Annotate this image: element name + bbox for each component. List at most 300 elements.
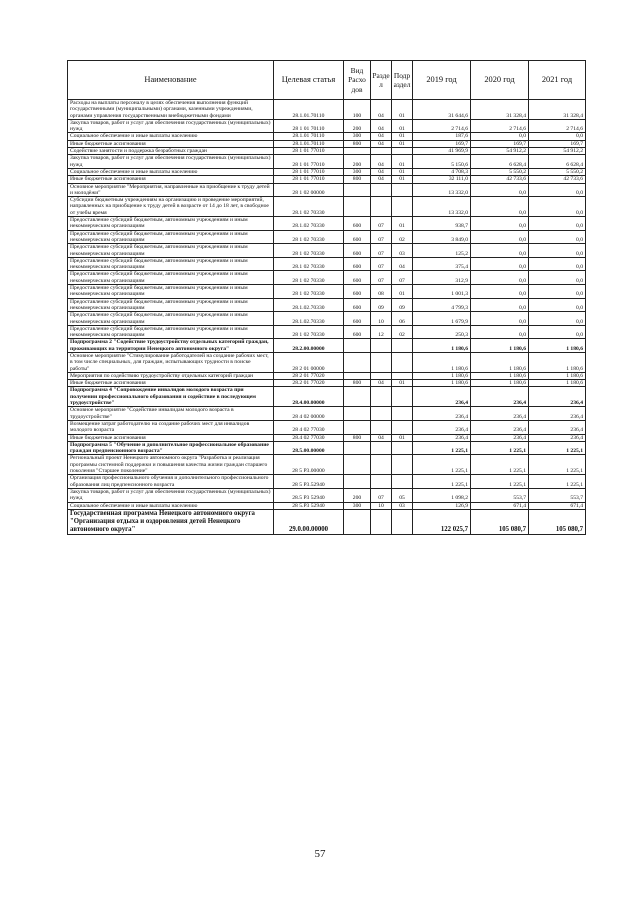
row-value-2021: 1 225,1 <box>529 441 586 455</box>
row-target-article: 28.2 01 77020 <box>274 380 344 387</box>
row-value-2020: 0,0 <box>471 312 529 326</box>
row-value-2019: 312,9 <box>413 271 471 285</box>
row-subsection: 01 <box>392 176 413 183</box>
row-expense-kind <box>344 372 371 379</box>
row-target-article: 28.1.01.70110 <box>274 140 344 147</box>
row-name: Предоставление субсидий бюджетным, автономным учреждениям и иным некоммерческим организациям <box>68 244 274 258</box>
row-value-2019: 3 849,0 <box>413 230 471 244</box>
row-value-2020: 1 225,1 <box>471 475 529 489</box>
row-subsection: 01 <box>392 285 413 299</box>
row-value-2019: 1 225,1 <box>413 475 471 489</box>
row-value-2020: 236,4 <box>471 387 529 407</box>
row-section: 08 <box>371 285 392 299</box>
row-subsection: 01 <box>392 155 413 169</box>
row-name: Закупка товаров, работ и услуг для обеспечения государственных (муниципальных) нужд <box>68 155 274 169</box>
row-value-2019: 375,4 <box>413 257 471 271</box>
row-section <box>371 372 392 379</box>
row-target-article: 28 4 02 77030 <box>274 420 344 434</box>
row-name: Субсидии бюджетным учреждениям на организацию и проведение мероприятий, направленных на приобщение к труду детей в возрасте от 14 до 18 лет, в свободное от учебы время <box>68 197 274 217</box>
row-name: Возмещение затрат работодателю на создание рабочих мест для инвалидов молодого возраста <box>68 420 274 434</box>
table-row <box>68 285 586 299</box>
page-number: 57 <box>314 848 326 860</box>
row-expense-kind: 800 <box>344 140 371 147</box>
table-row <box>68 441 586 455</box>
row-value-2019: 250,3 <box>413 325 471 339</box>
row-section <box>371 455 392 475</box>
row-value-2019: 125,2 <box>413 244 471 258</box>
row-subsection <box>392 339 413 353</box>
table-row <box>68 372 586 379</box>
row-expense-kind <box>344 407 371 421</box>
row-subsection: 04 <box>392 257 413 271</box>
row-value-2019: 938,7 <box>413 217 471 231</box>
row-value-2021: 236,4 <box>529 434 586 441</box>
row-expense-kind: 800 <box>344 380 371 387</box>
row-value-2019: 41 969,9 <box>413 148 471 155</box>
row-subsection <box>392 509 413 534</box>
row-name: Подпрограмма 4 "Сопровождение инвалидов молодого возраста при получении профессионального образования и содействие в последующем трудоустройстве" <box>68 387 274 407</box>
row-expense-kind <box>344 148 371 155</box>
row-section: 04 <box>371 380 392 387</box>
row-expense-kind: 800 <box>344 176 371 183</box>
row-value-2021: 0,0 <box>529 230 586 244</box>
row-value-2019: 1 180,6 <box>413 372 471 379</box>
row-subsection <box>392 387 413 407</box>
row-value-2021: 1 180,6 <box>529 372 586 379</box>
table-row <box>68 455 586 475</box>
table-row <box>68 271 586 285</box>
table-row <box>68 380 586 387</box>
row-value-2019: 126,9 <box>413 502 471 509</box>
row-value-2019: 1 098,2 <box>413 488 471 502</box>
row-subsection <box>392 352 413 372</box>
row-section: 07 <box>371 488 392 502</box>
row-target-article: 28 1 01 77010 <box>274 148 344 155</box>
table-row <box>68 244 586 258</box>
row-expense-kind: 200 <box>344 155 371 169</box>
table-row <box>68 312 586 326</box>
header-year-2021: 2021 год <box>529 61 586 100</box>
row-expense-kind: 600 <box>344 325 371 339</box>
row-section: 04 <box>371 100 392 120</box>
row-section: 07 <box>371 230 392 244</box>
row-section: 07 <box>371 271 392 285</box>
row-value-2019: 2 714,6 <box>413 119 471 133</box>
row-subsection <box>392 441 413 455</box>
row-value-2021: 5 550,2 <box>529 168 586 175</box>
row-value-2019: 32 111,0 <box>413 176 471 183</box>
table-body <box>68 100 586 535</box>
table-row <box>68 183 586 197</box>
row-expense-kind: 300 <box>344 168 371 175</box>
row-value-2019: 1 180,6 <box>413 339 471 353</box>
table-row <box>68 257 586 271</box>
table-row <box>68 100 586 120</box>
row-value-2020: 1 225,1 <box>471 455 529 475</box>
row-value-2020: 0,0 <box>471 183 529 197</box>
row-value-2020: 553,7 <box>471 488 529 502</box>
row-value-2019: 1 225,1 <box>413 455 471 475</box>
row-name: Мероприятия по содействию трудоустройству отдельных категорий граждан <box>68 372 274 379</box>
row-target-article: 28 1 02 70330 <box>274 271 344 285</box>
row-target-article: 28 5 Р3.00000 <box>274 455 344 475</box>
header-subsection: Подр аздел <box>392 61 413 100</box>
table-row <box>68 140 586 147</box>
table-row <box>68 475 586 489</box>
row-target-article: 28.5 Р3 52940 <box>274 488 344 502</box>
row-value-2019: 1 180,6 <box>413 380 471 387</box>
row-section <box>371 509 392 534</box>
row-name: Государственная программа Ненецкого автономного округа "Организация отдыха и оздоровления детей Ненецкого автономного округа" <box>68 509 274 534</box>
row-subsection <box>392 372 413 379</box>
row-target-article: 28.1.01 70110 <box>274 133 344 140</box>
row-value-2019: 4 708,3 <box>413 168 471 175</box>
row-name: Предоставление субсидий бюджетным, автономным учреждениям и иным некоммерческим организациям <box>68 217 274 231</box>
table-row <box>68 509 586 534</box>
row-expense-kind: 100 <box>344 100 371 120</box>
row-section: 04 <box>371 434 392 441</box>
row-value-2021: 0,0 <box>529 183 586 197</box>
row-section <box>371 420 392 434</box>
row-name: Предоставление субсидий бюджетным, автономным учреждениям и иным некоммерческим организациям <box>68 312 274 326</box>
row-target-article: 28.4.00.00000 <box>274 387 344 407</box>
header-section: Разде л <box>371 61 392 100</box>
row-subsection <box>392 148 413 155</box>
row-subsection <box>392 475 413 489</box>
row-section: 07 <box>371 217 392 231</box>
row-value-2020: 0,0 <box>471 271 529 285</box>
row-value-2021: 54 912,2 <box>529 148 586 155</box>
row-subsection: 01 <box>392 217 413 231</box>
row-value-2020: 671,4 <box>471 502 529 509</box>
row-expense-kind: 600 <box>344 285 371 299</box>
row-value-2020: 0,0 <box>471 244 529 258</box>
row-subsection: 03 <box>392 244 413 258</box>
row-value-2020: 1 180,6 <box>471 380 529 387</box>
row-subsection: 07 <box>392 271 413 285</box>
row-value-2021: 0,0 <box>529 325 586 339</box>
row-name: Иные бюджетные ассигнования <box>68 140 274 147</box>
row-section: 12 <box>371 325 392 339</box>
row-value-2021: 671,4 <box>529 502 586 509</box>
row-expense-kind: 200 <box>344 119 371 133</box>
table-row <box>68 434 586 441</box>
row-value-2021: 0,0 <box>529 244 586 258</box>
table-row <box>68 119 586 133</box>
row-target-article: 28 1 02 00000 <box>274 183 344 197</box>
row-subsection: 05 <box>392 488 413 502</box>
row-section <box>371 148 392 155</box>
row-section <box>371 352 392 372</box>
row-value-2021: 0,0 <box>529 285 586 299</box>
row-value-2021: 6 628,4 <box>529 155 586 169</box>
table-row <box>68 176 586 183</box>
table-header-row <box>68 61 586 100</box>
row-subsection <box>392 420 413 434</box>
row-target-article: 28 5.Р3 52940 <box>274 502 344 509</box>
row-target-article: 28.1 02 70330 <box>274 197 344 217</box>
header-target-article: Целевая статья <box>274 61 344 100</box>
row-target-article: 29.0.00.00000 <box>274 509 344 534</box>
row-value-2020: 2 714,6 <box>471 119 529 133</box>
row-value-2020: 236,4 <box>471 420 529 434</box>
budget-table-container <box>67 60 585 535</box>
row-expense-kind <box>344 352 371 372</box>
table-row <box>68 339 586 353</box>
row-target-article: 28.1 02 70330 <box>274 257 344 271</box>
row-section: 04 <box>371 119 392 133</box>
row-target-article: 28 1 02 70330 <box>274 325 344 339</box>
budget-table <box>67 60 586 535</box>
row-section <box>371 387 392 407</box>
row-value-2020: 1 180,6 <box>471 352 529 372</box>
row-target-article: 28 1 02 70330 <box>274 285 344 299</box>
row-target-article: 28 1 01 77010 <box>274 176 344 183</box>
row-subsection: 01 <box>392 133 413 140</box>
row-value-2020: 0,0 <box>471 230 529 244</box>
row-expense-kind <box>344 420 371 434</box>
row-target-article: 28 1 02 70330 <box>274 230 344 244</box>
row-value-2019: 236,4 <box>413 387 471 407</box>
row-value-2021: 0,0 <box>529 257 586 271</box>
row-value-2019: 236,4 <box>413 434 471 441</box>
row-name: Организация профессионального обучения и дополнительного профессионального образования лиц предпенсионного возраста <box>68 475 274 489</box>
row-value-2021: 169,7 <box>529 140 586 147</box>
row-subsection <box>392 183 413 197</box>
row-name: Предоставление субсидий бюджетным, автономным учреждениям и иным некоммерческим организациям <box>68 271 274 285</box>
row-value-2020: 1 180,6 <box>471 372 529 379</box>
row-value-2021: 0,0 <box>529 271 586 285</box>
row-expense-kind <box>344 455 371 475</box>
row-expense-kind: 300 <box>344 502 371 509</box>
row-section: 10 <box>371 312 392 326</box>
row-target-article: 28.1.01.70110 <box>274 100 344 120</box>
row-expense-kind <box>344 387 371 407</box>
row-name: Основное мероприятие "Мероприятия, направленные на приобщение к труду детей и молодёжи" <box>68 183 274 197</box>
row-value-2020: 54 912,2 <box>471 148 529 155</box>
table-row <box>68 298 586 312</box>
row-subsection: 01 <box>392 119 413 133</box>
row-value-2020: 6 628,4 <box>471 155 529 169</box>
row-expense-kind: 600 <box>344 244 371 258</box>
row-name: Предоставление субсидий бюджетным, автономным учреждениям и иным некоммерческим организациям <box>68 230 274 244</box>
row-value-2021: 0,0 <box>529 217 586 231</box>
row-name: Социальное обеспечение и иные выплаты населению <box>68 133 274 140</box>
row-name: Закупка товаров, работ и услуг для обеспечения государственных (муниципальных) нужд <box>68 488 274 502</box>
table-row <box>68 155 586 169</box>
row-expense-kind: 600 <box>344 257 371 271</box>
row-value-2021: 236,4 <box>529 387 586 407</box>
row-name: Предоставление субсидий бюджетным, автономным учреждениям и иным некоммерческим организациям <box>68 298 274 312</box>
row-target-article: 28.1.02.70330 <box>274 298 344 312</box>
table-row <box>68 148 586 155</box>
row-value-2021: 0,0 <box>529 197 586 217</box>
row-section <box>371 183 392 197</box>
row-value-2020: 1 225,1 <box>471 441 529 455</box>
row-value-2021: 0,0 <box>529 298 586 312</box>
row-value-2019: 236,4 <box>413 420 471 434</box>
row-expense-kind: 300 <box>344 133 371 140</box>
row-value-2019: 169,7 <box>413 140 471 147</box>
row-value-2020: 236,4 <box>471 407 529 421</box>
row-subsection: 01 <box>392 168 413 175</box>
row-value-2019: 1 180,6 <box>413 352 471 372</box>
row-name: Региональный проект Ненецкого автономного округа "Разработка и реализация программы системной поддержки и повышения качества жизни граждан старшего поколения "Старшее поколение" <box>68 455 274 475</box>
row-name: Социальное обеспечение и иные выплаты населению <box>68 168 274 175</box>
row-target-article: 28.1.02 70330 <box>274 217 344 231</box>
row-value-2020: 42 733,6 <box>471 176 529 183</box>
header-year-2019: 2019 год <box>413 61 471 100</box>
row-target-article: 28 1 01 77010 <box>274 155 344 169</box>
row-subsection <box>392 197 413 217</box>
row-name: Социальное обеспечение и иные выплаты населению <box>68 502 274 509</box>
row-subsection: 01 <box>392 140 413 147</box>
row-target-article: 28.4 02 77030 <box>274 434 344 441</box>
table-row <box>68 133 586 140</box>
row-value-2019: 13 332,0 <box>413 197 471 217</box>
row-value-2020: 0,0 <box>471 133 529 140</box>
row-expense-kind: 200 <box>344 488 371 502</box>
row-section: 10 <box>371 502 392 509</box>
row-section: 07 <box>371 257 392 271</box>
row-value-2021: 42 733,6 <box>529 176 586 183</box>
row-value-2019: 5 150,6 <box>413 155 471 169</box>
row-value-2019: 13 332,0 <box>413 183 471 197</box>
row-value-2021: 236,4 <box>529 407 586 421</box>
row-expense-kind: 600 <box>344 217 371 231</box>
row-target-article: 28 1 02 70330 <box>274 244 344 258</box>
row-subsection: 01 <box>392 100 413 120</box>
header-name: Наименование <box>68 61 274 100</box>
row-value-2021: 105 080,7 <box>529 509 586 534</box>
row-expense-kind: 600 <box>344 298 371 312</box>
table-row <box>68 420 586 434</box>
row-value-2020: 0,0 <box>471 298 529 312</box>
row-section <box>371 407 392 421</box>
row-value-2021: 1 225,1 <box>529 455 586 475</box>
row-name: Основное мероприятие "Содействие инвалидам молодого возраста в трудоустройстве" <box>68 407 274 421</box>
row-value-2021: 0,0 <box>529 133 586 140</box>
row-section: 04 <box>371 133 392 140</box>
row-value-2021: 2 714,6 <box>529 119 586 133</box>
row-value-2020: 31 328,4 <box>471 100 529 120</box>
row-value-2019: 4 799,3 <box>413 298 471 312</box>
row-value-2020: 105 080,7 <box>471 509 529 534</box>
row-subsection: 09 <box>392 298 413 312</box>
row-name: Расходы на выплаты персоналу в целях обеспечения выполнения функций государственными (муниципальными) органами, казенными учреждениями, органами управления государственными внебюджетными фондами <box>68 100 274 120</box>
row-value-2019: 31 644,6 <box>413 100 471 120</box>
row-expense-kind <box>344 339 371 353</box>
row-expense-kind: 600 <box>344 271 371 285</box>
row-subsection: 06 <box>392 312 413 326</box>
row-section: 04 <box>371 140 392 147</box>
row-target-article: 28 4 02 00000 <box>274 407 344 421</box>
header-year-2020: 2020 год <box>471 61 529 100</box>
row-value-2019: 1 225,1 <box>413 441 471 455</box>
row-value-2019: 1 679,9 <box>413 312 471 326</box>
row-value-2020: 236,4 <box>471 434 529 441</box>
row-name: Предоставление субсидий бюджетным, автономным учреждениям и иным некоммерческим организациям <box>68 325 274 339</box>
table-row <box>68 352 586 372</box>
row-target-article: 28.1.02.70330 <box>274 312 344 326</box>
table-row <box>68 168 586 175</box>
row-value-2020: 169,7 <box>471 140 529 147</box>
row-value-2020: 0,0 <box>471 217 529 231</box>
table-row <box>68 387 586 407</box>
row-section <box>371 339 392 353</box>
row-section: 07 <box>371 244 392 258</box>
table-row <box>68 488 586 502</box>
table-row <box>68 502 586 509</box>
row-value-2021: 1 225,1 <box>529 475 586 489</box>
row-name: Закупка товаров, работ и услуг для обеспечения государственных (муниципальных) нужд <box>68 119 274 133</box>
row-value-2020: 0,0 <box>471 325 529 339</box>
header-expense-kind: Вид Расхо дов <box>344 61 371 100</box>
row-value-2020: 0,0 <box>471 285 529 299</box>
row-expense-kind <box>344 475 371 489</box>
row-expense-kind: 600 <box>344 230 371 244</box>
row-name: Иные бюджетные ассигнования <box>68 380 274 387</box>
row-expense-kind <box>344 509 371 534</box>
row-subsection <box>392 455 413 475</box>
row-name: Основное мероприятие "Стимулирование работодателей на создание рабочих мест, в том числе специальных, для граждан, испытывающих трудности в поиске работы" <box>68 352 274 372</box>
row-value-2019: 122 025,7 <box>413 509 471 534</box>
row-subsection: 02 <box>392 325 413 339</box>
row-section <box>371 475 392 489</box>
row-section <box>371 441 392 455</box>
row-target-article: 28 1 01 77010 <box>274 168 344 175</box>
row-expense-kind <box>344 441 371 455</box>
row-target-article: 28 1 01 70110 <box>274 119 344 133</box>
row-expense-kind <box>344 183 371 197</box>
table-row <box>68 325 586 339</box>
row-value-2020: 0,0 <box>471 197 529 217</box>
row-name: Содействие занятости и поддержка безработных граждан <box>68 148 274 155</box>
row-subsection <box>392 407 413 421</box>
row-target-article: 28 5 Р3.52940 <box>274 475 344 489</box>
row-section: 04 <box>371 168 392 175</box>
table-row <box>68 407 586 421</box>
row-target-article: 28.5.00.00000 <box>274 441 344 455</box>
row-section: 04 <box>371 155 392 169</box>
table-row <box>68 230 586 244</box>
row-value-2020: 0,0 <box>471 257 529 271</box>
row-value-2021: 553,7 <box>529 488 586 502</box>
row-name: Иные бюджетные ассигнования <box>68 176 274 183</box>
row-section: 09 <box>371 298 392 312</box>
row-name: Иные бюджетные ассигнования <box>68 434 274 441</box>
row-subsection: 02 <box>392 230 413 244</box>
row-value-2021: 1 180,6 <box>529 339 586 353</box>
row-name: Предоставление субсидий бюджетным, автономным учреждениям и иным некоммерческим организациям <box>68 285 274 299</box>
row-value-2019: 187,6 <box>413 133 471 140</box>
table-row <box>68 197 586 217</box>
row-expense-kind: 800 <box>344 434 371 441</box>
row-name: Подпрограмма 5 "Обучение и дополнительное профессиональное образование граждан предпенсионного возраста" <box>68 441 274 455</box>
table-row <box>68 217 586 231</box>
row-subsection: 03 <box>392 502 413 509</box>
row-expense-kind <box>344 197 371 217</box>
row-value-2021: 31 328,4 <box>529 100 586 120</box>
row-target-article: 28 2 01 77020 <box>274 372 344 379</box>
row-subsection: 01 <box>392 434 413 441</box>
row-section: 04 <box>371 176 392 183</box>
row-target-article: 28.2.00.00000 <box>274 339 344 353</box>
row-value-2019: 236,4 <box>413 407 471 421</box>
row-target-article: 28 2 01 00000 <box>274 352 344 372</box>
row-value-2019: 1 001,3 <box>413 285 471 299</box>
row-value-2020: 1 180,6 <box>471 339 529 353</box>
